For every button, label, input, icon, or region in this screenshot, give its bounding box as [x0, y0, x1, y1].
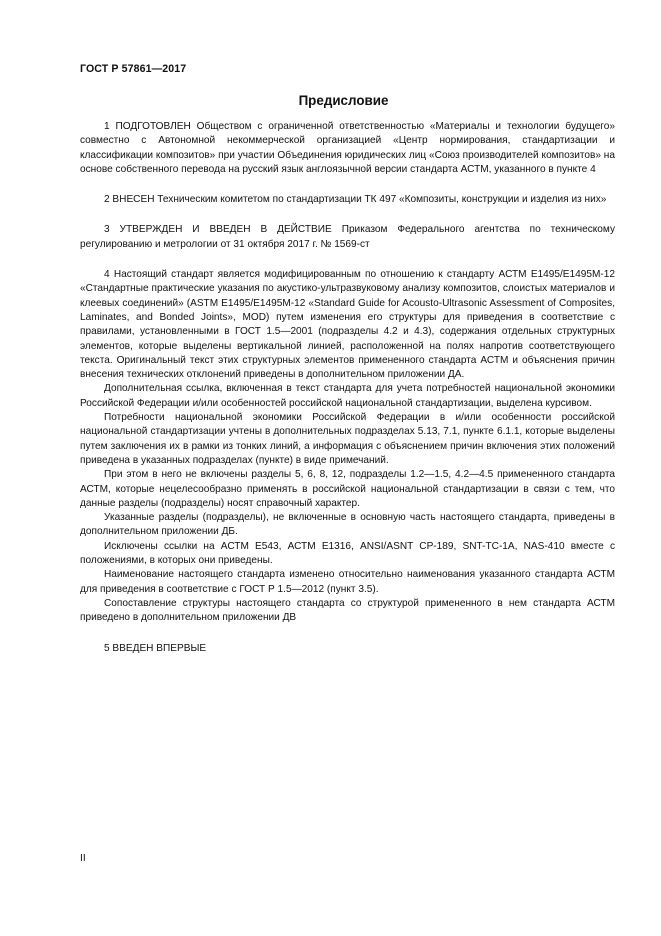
- paragraph-5-first-introduced: 5 ВВЕДЕН ВПЕРВЫЕ: [104, 642, 207, 654]
- page-number: II: [80, 853, 86, 864]
- standard-code-header: ГОСТ Р 57861—2017: [80, 63, 187, 75]
- paragraph-additional-reference: Дополнительная ссылка, включенная в текст стандарта для учета потребностей национальной экономики Российской Федерации и/или особенностей российской национальной стандартизации, выделена курсивом.: [80, 383, 615, 409]
- paragraph-excluded-sections: При этом в него не включены разделы 5, 6, 8, 12, подразделы 1.2—1.5, 4.2—4.5 примененного стандарта АСТМ, которые нецелесообразно применять в российской национальной стандартизации в связи с тем, что данные разделы (подразделы) носят справочный характер.: [80, 469, 615, 509]
- paragraph-title-changed: Наименование настоящего стандарта изменено относительно наименования указанного стандарта АСТМ для приведения в соответствие с ГОСТ Р 1.5—2012 (пункт 3.5).: [80, 569, 615, 595]
- paragraph-excluded-references: Исключены ссылки на АСТМ Е543, АСТМ Е1316, ANSI/ASNT CP-189, SNT-TC-1A, NAS-410 вместе с положениями, в которых они приведены.: [80, 540, 615, 567]
- paragraph-appendix-db: Указанные разделы (подразделы), не включенные в основную часть настоящего стандарта, приведены в дополнительном приложении ДБ.: [80, 512, 615, 538]
- section-title: Предисловие: [298, 93, 389, 108]
- foreword-body: [80, 120, 615, 656]
- paragraph-3-approved: 3 УТВЕРЖДЕН И ВВЕДЕН В ДЕЙСТВИЕ Приказом Федерального агентства по техническому регулированию и метрологии от 31 октября 2017 г. № 1569-ст: [80, 224, 615, 250]
- paragraph-structure-comparison: Сопоставление структуры настоящего стандарта со структурой примененного в нем стандарта АСТМ приведено в дополнительном приложении ДВ: [80, 597, 615, 624]
- paragraph-4-modified: 4 Настоящий стандарт является модифицированным по отношению к стандарту АСТМ Е1495/Е1495М-12 «Стандартные практические указания по акустико-ультразвуковому анализу композитов, слоистых материалов и клеевых соединений» (ASTM E1495/E1495M-12 «Standard Guide for Acousto-Ultrasonic Assessment of Composites, Laminates, and Bonded Joints», MOD) путем изменения его структуры для приведения в соответствие с правилами, установленными в ГОСТ 1.5—2001 (подразделы 4.2 и 4.3), содержания отдельных структурных элементов, которые выделены вертикальной линией, расположенной на полях напротив соответствующего текста. Оригинальный текст этих структурных элементов примененного стандарта АСТМ и объяснения причин внесения технических отклонений приведены в дополнительном приложении ДА.: [80, 269, 615, 381]
- paragraph-1-prepared: 1 ПОДГОТОВЛЕН Обществом с ограниченной ответственностью «Материалы и технологии будущего» совместно с Автономной некоммерческой организацией «Центр нормирования, стандартизации и классификации композитов» при участии Объединения юридических лиц «Союз производителей композитов» на основе собственного перевода на русский язык англоязычной версии стандарта АСТМ, указанного в пункте 4: [80, 121, 615, 175]
- paragraph-national-needs: Потребности национальной экономики Российской Федерации в и/или особенности российской национальной стандартизации учтены в дополнительных подразделах 5.13, 7.1, пункте 6.1.1, которые выделены путем заключения их в рамки из тонких линий, а информация с объяснением причин включения этих положений приведена в указанных подразделах (пункте) в виде примечаний.: [80, 412, 615, 466]
- paragraph-2-introduced: 2 ВНЕСЕН Техническим комитетом по стандартизации ТК 497 «Композиты, конструкции и изделия из них»: [104, 194, 607, 206]
